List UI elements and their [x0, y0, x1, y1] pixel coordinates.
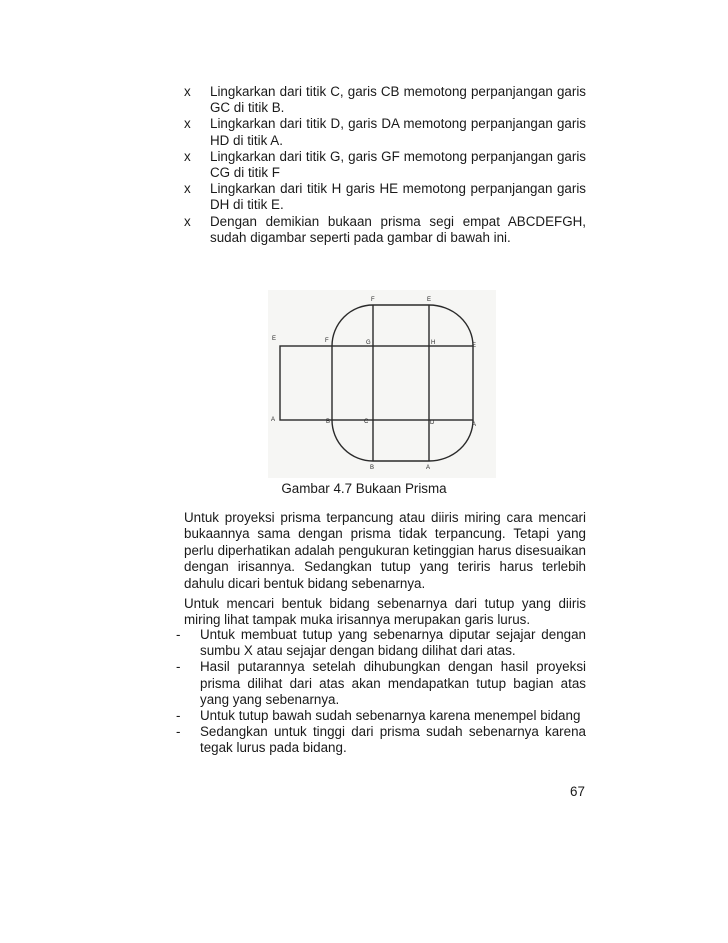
note-item [176, 659, 586, 708]
step-marker: x [184, 116, 191, 132]
note-text: Sedangkan untuk tinggi dari prisma sudah sebenarnya karena tegak lurus pada bidang. [200, 724, 586, 756]
step-text: Lingkarkan dari titik D, garis DA memotong perpanjangan garis HD di titik A. [210, 116, 586, 148]
prism-net-drawing [268, 290, 496, 478]
label-inner-c: C [364, 419, 369, 425]
label-inner-f: F [325, 338, 329, 344]
step-marker: x [184, 181, 191, 197]
step-text: Lingkarkan dari titik C, garis CB memotong perpanjangan garis GC di titik B. [210, 84, 586, 116]
note-marker: - [176, 659, 181, 675]
paragraph-text: Untuk mencari bentuk bidang sebenarnya dari tutup yang diiris miring lihat tampak muka irisannya merupakan garis lurus. [184, 596, 586, 628]
label-top-e: E [427, 297, 432, 303]
step-item [184, 84, 586, 116]
label-bottom-b: B [370, 465, 375, 471]
label-inner-b: B [326, 419, 331, 425]
step-marker: x [184, 148, 191, 164]
note-text: Untuk membuat tutup yang sebenarnya diputar sejajar dengan sumbu X atau sejajar dengan bidang dilihat dari atas. [200, 627, 586, 659]
note-text: Hasil putarannya setelah dihubungkan dengan hasil proyeksi prisma dilihat dari atas akan mendapatkan tutup bagian atas yang yang sebenarnya. [200, 659, 586, 707]
label-bottom-a: A [426, 465, 431, 471]
label-inner-d: D [430, 420, 435, 426]
prism-net-figure [268, 290, 496, 478]
label-left-a: A [271, 417, 276, 423]
note-text: Untuk tutup bawah sudah sebenarnya karena menempel bidang [200, 708, 581, 724]
label-right-e: E [472, 343, 477, 349]
label-left-e: E [272, 336, 277, 342]
label-right-a: A [472, 422, 477, 428]
notes-list [176, 627, 586, 757]
step-item [184, 181, 586, 213]
note-marker: - [176, 627, 181, 642]
label-top-f: F [371, 297, 375, 303]
note-item [176, 627, 586, 659]
step-marker: x [184, 213, 191, 229]
label-inner-g: G [366, 340, 371, 346]
page-number: 67 [570, 784, 585, 799]
step-text: Lingkarkan dari titik G, garis GF memotong perpanjangan garis CG di titik F [210, 148, 586, 181]
paragraph-true-shape [184, 596, 586, 629]
note-marker: - [176, 708, 181, 724]
step-item [184, 214, 586, 246]
figure-caption: Gambar 4.7 Bukaan Prisma [281, 481, 447, 496]
step-item [184, 116, 586, 148]
label-inner-h: H [431, 340, 436, 346]
note-marker: - [176, 724, 181, 740]
note-item [176, 708, 586, 724]
step-text: Dengan demikian bukaan prisma segi empat ABCDEFGH, sudah digambar seperti pada gambar di bawah ini. [210, 213, 586, 245]
step-item [184, 149, 586, 181]
paragraph-text: Untuk proyeksi prisma terpancung atau diiris miring cara mencari bukaannya sama dengan prisma tidak terpancung. Tetapi yang perlu diperhatikan adalah pengukuran ketinggian harus disesuaikan dengan irisannya. Sedangkan tutup yang teriris harus terlebih dahulu dicari bentuk bidang sebenarnya. [184, 510, 586, 591]
paragraph-truncated-prism [184, 510, 586, 592]
construction-steps [184, 84, 586, 246]
step-text: Lingkarkan dari titik H garis HE memotong perpanjangan garis DH di titik E. [210, 181, 586, 213]
step-marker: x [184, 84, 191, 99]
note-item [176, 724, 586, 756]
